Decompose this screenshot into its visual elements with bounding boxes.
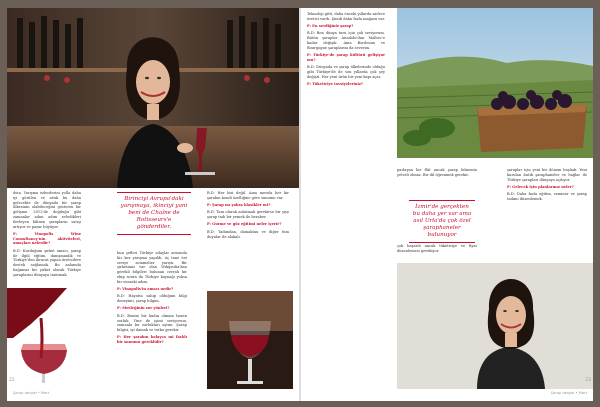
question: P: Her şarabın kolayca mi farklı bir sunumu gereklidir?	[117, 335, 187, 345]
pull-quote: Birinciyi Avrupa'daki yarışmaya, ikinciyi yani beni de Chaîne de Rotisseurs'e gönderdiler.	[117, 192, 191, 235]
pull-quote: İzmir'de gerçekten bu daha yer var ama asıl Urla'da çok özel şaraphaneler bulunuyor	[409, 200, 475, 243]
magazine-spread	[7, 8, 593, 401]
left-column-2	[117, 251, 187, 348]
question: P: Gurme ve göz eğitimi neler içerir?	[207, 222, 282, 227]
page-footer: Şarap dergisi • Mart	[550, 391, 587, 395]
paragraph: B.D: Dünyada ve şarap ülkelerinde olduğu gibi Türkiye'de de son yıllarda çok şey değişti. Her yeni ürün bir yeni kapı açar.	[307, 65, 385, 79]
portrait-photo-woman-bar	[7, 8, 299, 188]
page-number: 23	[585, 378, 591, 383]
page-number: 22	[9, 378, 15, 383]
portrait-photo-woman	[397, 263, 593, 389]
paragraph: B.D: Tadımdan, damaktan ve diğer tüm duyular ile alakalı.	[207, 229, 289, 239]
paragraph: dsta. Yarışma ezberlerini yolla daha iyi görülen ve artık bu daha gelecekte de dünyada bir şarap ülkesinin olabileceğini gösteren bir gelişme. 2012'de doğduğu gibi zamanlar adım adım evledikleri ilerleyen bilinen şarapların satışı artıyor ve pazar büyüyor.	[13, 191, 81, 229]
paragraph: B.D: Tam olarak anlatmak gerekirse bir şişe şarap tadı bir yemek ile beraber.	[207, 210, 289, 220]
wine-glass-photo	[207, 291, 293, 389]
question: P: En sevdiğiniz şarap?	[307, 24, 354, 29]
paragraph: B.D: Kurduğum şirket amacı, şarap ile ilgili eğitim, danışmanlık ve Türkiye'den ihracat yapan üreticilere destek sağlamak. Bu anlamda bağımsız bir şirket olarak Türkiye şaraplarını dünyaya tanıtmak.	[13, 248, 81, 277]
question: P: Gelecek için planlarınız neler?	[507, 184, 574, 189]
question: P: Vinopolis Wine Consultancy'nin aktiviteleri, amaçları nelerdir?	[13, 231, 81, 246]
right-page	[301, 8, 593, 401]
right-column-2-bottom	[397, 244, 477, 256]
question: P: Tüketiciye tavsiyeleriniz?	[307, 82, 364, 87]
paragraph: B.D: Daha fazla eğitim, seminer ve şarap tadımı düzenlemek.	[507, 192, 587, 201]
vineyard-grapes-photo	[397, 8, 593, 158]
paragraph: şaraplar için yeni bir dönem başladı. Yeni kurulan butik şaraphaneler ve bağlar ile Türkiye şarapları dünyaya açılıyor.	[507, 168, 587, 182]
paragraph: bun şefleri Türkiye adaylar arasında bir kez yarışma yapıldı, üç tane üst seviye sommelier yarıştı. Bir şirketimiz var olan Wikipedia'dan gerekli bilgileri bulunan cerrah bir ekip sonra da Türkiye kaynağı yoksa bir sonraki adım.	[117, 251, 187, 284]
question: P: Mesleğinin zor yönleri?	[117, 306, 170, 311]
paragraph: B.D: Hayatta sahip olduğum bilgi deneyimi, şarap bilgim.	[117, 294, 187, 304]
wine-pour-photo	[7, 288, 83, 383]
paragraph: B.D: Benim bir kadın olmam bazen zorluk. Yine de işimi seviyorum, zamanla bu zorlukları aştım. Şarap bilgisi, iyi damak ve tutku gerekir.	[117, 313, 187, 333]
paragraph: B.D: Ben dünya turu için çok seviyorum. Bütün şaraplar Anadolu'dan Malbec'e kadar değişik. Ama Bordeaux ve Bourgogne şaraplarını da severim.	[307, 31, 385, 50]
right-column-3	[507, 168, 587, 204]
question: P: Türkiye'de şarap kültürü gelişiyor mu?	[307, 53, 385, 62]
question: P: Şarap mı yoksa klasikler mi?	[207, 203, 271, 208]
paragraph: çok başarılı ancak tüketiciye ve fiyat düzenlemesi gerekiyor.	[397, 244, 477, 253]
left-column-1	[13, 191, 81, 280]
paragraph: B.D: Her biri değil. Ama mesela her bir şarabın kendi özelliğine göre sunumu var.	[207, 191, 289, 200]
right-column-1	[307, 12, 385, 89]
right-column-2	[397, 168, 477, 180]
paragraph: Teknoloji gitti, daha önceki yıllarda sadece üretici vardı. Şimdi daha fazla mağaza var.	[307, 12, 385, 21]
paragraph: parlayan bir flüt ancak şarap bilmenin yeterli olmaz. Bir dil öğrenmek gerekir.	[397, 168, 477, 177]
left-column-3	[207, 191, 289, 242]
question: P: Vinopolis'in amacı nedir?	[117, 287, 174, 292]
left-page	[7, 8, 299, 401]
page-footer: Şarap dergisi • Mart	[13, 391, 50, 395]
